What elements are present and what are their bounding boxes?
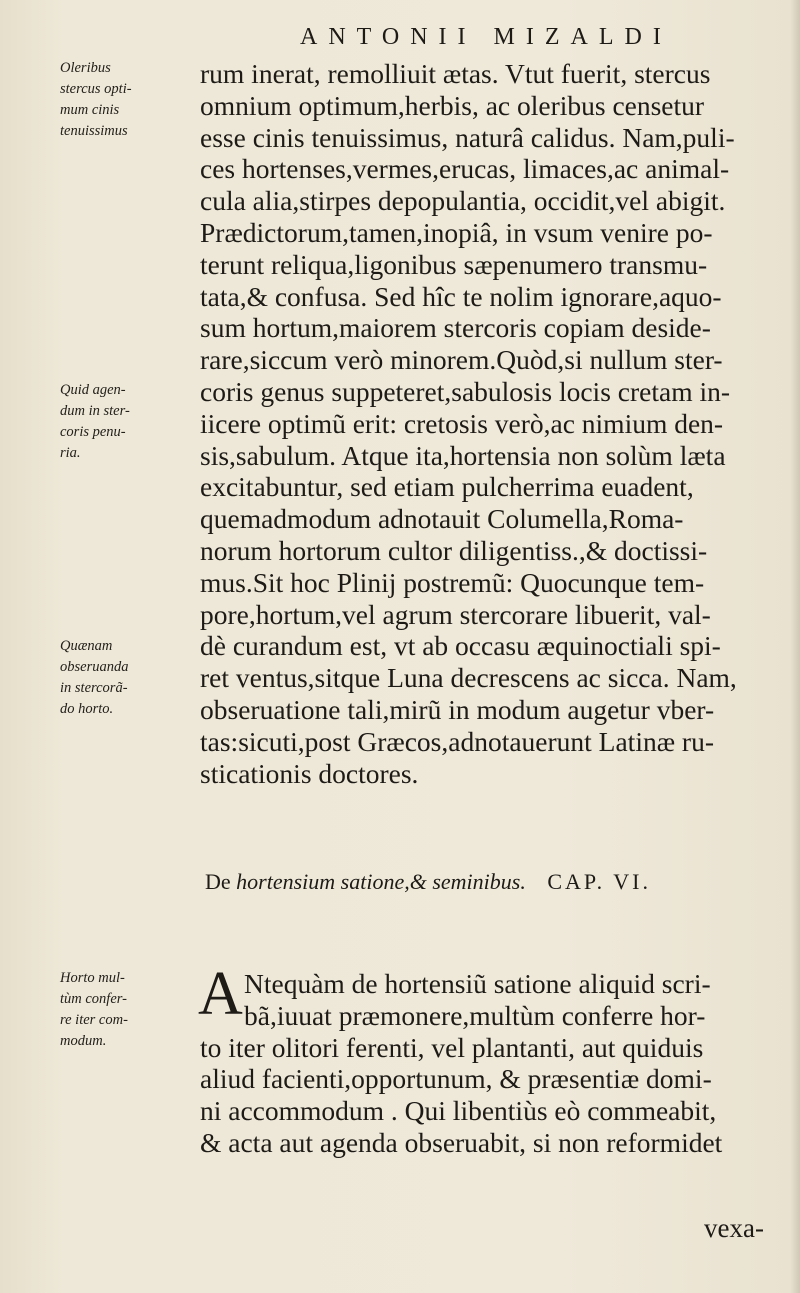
margin-note-line: Horto mul-: [60, 970, 125, 986]
margin-note-3: [60, 636, 200, 720]
text-line: excitabuntur, sed etiam pulcherrima euadent,: [200, 471, 694, 503]
margin-note-line: tùm confer-: [60, 991, 127, 1007]
margin-note-line: ria.: [60, 445, 81, 461]
paragraph-1: [200, 58, 780, 789]
margin-note-line: mum cinis: [60, 102, 120, 118]
margin-note-line: Quid agen-: [60, 382, 126, 398]
text-line: iicere optimũ erit: cretosis verò,ac nimium den-: [200, 407, 724, 439]
chapter-number: CAP. VI.: [547, 869, 652, 894]
margin-note-line: re iter com-: [60, 1012, 128, 1028]
text-line: tas:sicuti,post Græcos,adnotauerunt Latinæ ru-: [200, 725, 715, 757]
text-line: Ntequàm de hortensiũ satione aliquid scri-: [244, 968, 711, 999]
margin-note-4: [60, 968, 200, 1052]
text-line: rum inerat, remolliuit ætas. Vtut fuerit, stercus: [200, 58, 711, 89]
margin-note-line: coris penu-: [60, 424, 126, 440]
running-head: ANTONII MIZALDI: [300, 24, 672, 50]
page-edge-shadow: [790, 0, 800, 1293]
text-line: esse cinis tenuissimus, naturâ calidus. Nam,puli-: [200, 121, 735, 153]
text-line: pore,hortum,vel agrum stercorare libuerit, val-: [200, 598, 711, 630]
text-line: aliud facienti,opportunum, & præsentiæ domi-: [200, 1063, 712, 1095]
text-line: rare,siccum verò minorem.Quòd,si nullum ster-: [200, 344, 723, 376]
chapter-title: hortensium satione,& seminibus.: [236, 869, 526, 894]
margin-note-line: stercus opti-: [60, 81, 132, 97]
text-line: obseruatione tali,mirũ in modum augetur vber-: [200, 693, 715, 725]
text-line: to iter olitori ferenti, vel plantanti, aut quiduis: [200, 1031, 704, 1063]
margin-note-line: do horto.: [60, 701, 114, 717]
text-line: dè curandum est, vt ab occasu æquinoctiali spi-: [200, 630, 721, 662]
text-line: ret ventus,sitque Luna decrescens ac sicca. Nam,: [200, 662, 737, 694]
text-line: Prædictorum,tamen,inopiâ, in vsum venire po-: [200, 216, 713, 248]
text-line: sum hortum,maiorem stercoris copiam deside-: [200, 312, 711, 344]
margin-note-line: in stercorã-: [60, 680, 128, 696]
text-line: bã,iuuat præmonere,multùm conferre hor-: [244, 999, 706, 1031]
margin-note-line: obseruanda: [60, 659, 129, 675]
text-line: tata,& confusa. Sed hîc te nolim ignorare,aquo-: [200, 280, 722, 312]
text-line: sis,sabulum. Atque ita,hortensia non solùm læta: [200, 439, 726, 471]
text-line: ces hortenses,vermes,erucas, limaces,ac animal-: [200, 153, 730, 185]
margin-note-line: Oleribus: [60, 60, 111, 76]
margin-note-line: Quænam: [60, 638, 113, 654]
margin-note-1: [60, 58, 200, 142]
text-line: & acta aut agenda obseruabit, si non reformidet: [200, 1126, 723, 1158]
margin-note-line: modum.: [60, 1033, 107, 1049]
text-line: ni accommodum . Qui libentiùs eò commeabit,: [200, 1095, 717, 1127]
chapter-heading: [205, 869, 765, 895]
text-line: norum hortorum cultor diligentiss.,& doctissi-: [200, 534, 708, 566]
chapter-heading-de: De: [205, 869, 231, 894]
drop-cap: A: [198, 960, 243, 1028]
text-line: terunt reliqua,ligonibus sæpenumero transmu-: [200, 248, 708, 280]
paragraph-2: [200, 968, 780, 1159]
text-line: coris genus suppeteret,sabulosis locis cretam in-: [200, 375, 731, 407]
text-line: omnium optimum,herbis, ac oleribus censetur: [200, 89, 705, 121]
text-line: cula alia,stirpes depopulantia, occidit,vel abigit.: [200, 185, 726, 217]
catchword: vexa-: [704, 1213, 764, 1243]
text-line: quemadmodum adnotauit Columella,Roma-: [200, 503, 684, 535]
margin-note-2: [60, 380, 200, 464]
text-line: sticationis doctores.: [200, 757, 419, 789]
text-line: mus.Sit hoc Plinij postremũ: Quocunque tem-: [200, 566, 705, 598]
margin-note-line: tenuissimus: [60, 123, 128, 139]
margin-note-line: dum in ster-: [60, 403, 130, 419]
